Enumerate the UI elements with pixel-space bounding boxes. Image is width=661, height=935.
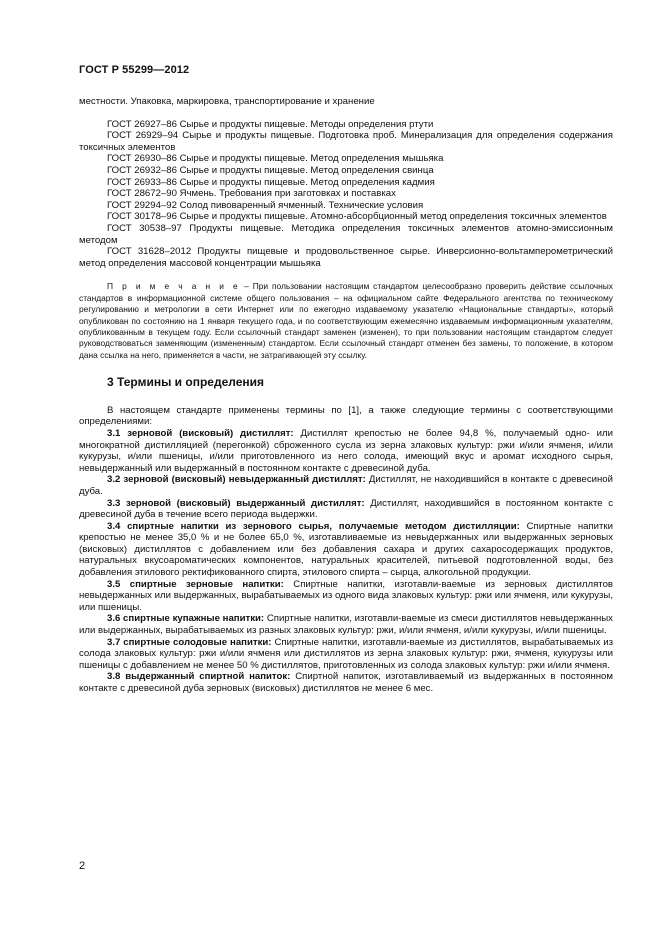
term-definition: Спиртной напиток, изготавливаемый из выдержанных в постоянном контакте с древесиной дуба зерновых (висковых) дистиллятов не менее 6 мес. [79, 671, 613, 694]
note-text: – При пользовании настоящим стандартом целесообразно проверить действие ссылочных стандартов в информационной системе общего пользования – на официальном сайте Федерального агентства по техническому регулированию и метрологии в сети Интернет или по ежегодно издаваемому указателю «Национальные стандарты», который опубликован по состоянию на 1 января текущего года, и по соответствующим ежемесячно издаваемым информационным указателям, опубликованным в текущем году. Если ссылочный стандарт заменен (изменен), то при пользовании настоящим стандартом следует руководствоваться заменяющим (измененным) стандартом. Если ссылочный стандарт отменен без замены, то положение, в котором дана ссылка на него, применяется в части, не затрагивающей эту ссылку. [79, 281, 613, 360]
term-name: 3.3 зерновой (висковый) выдержанный дистиллят: [107, 497, 365, 509]
terms-list [79, 428, 613, 695]
term-definition: Спиртные напитки, изготавли-ваемые из дистиллятов, вырабатываемых из солода злаковых культур: ржи и/или ячменя или дистиллятов из зерна злаковых культур: ржи, ячменя, кукурузы или пшеницы с добавлением не менее 50 % дистиллятов, приготовленных из солода злаковых культур: ржи и/или ячменя. [79, 636, 613, 671]
term-item [79, 579, 613, 614]
term-item [79, 671, 613, 694]
page-header-doc-id: ГОСТ Р 55299—2012 [79, 64, 190, 76]
term-item [79, 521, 613, 579]
ref-item: ГОСТ 26932–86 Сырье и продукты пищевые. Метод определения свинца [107, 164, 434, 176]
term-definition: Спиртные напитки, изготавли-ваемые из смеси дистиллятов невыдержанных или выдержанных, вырабатываемых из разных злаковых культур: ржи, и/или ячменя, и/или кукурузы, и/или пшеницы. [79, 613, 613, 637]
term-name: 3.8 выдержанный спиртной напиток: [107, 671, 291, 683]
term-definition: Дистиллят, не находившийся в контакте с древесиной дуба. [79, 474, 613, 497]
term-name: 3.2 зерновой (висковый) невыдержанный дистиллят: [107, 474, 366, 486]
term-item [79, 637, 613, 672]
ref-item: ГОСТ 28672–90 Ячмень. Требования при заготовках и поставках [107, 188, 396, 200]
term-item [79, 613, 613, 636]
term-definition: Спиртные напитки крепостью не менее 35,0 % и не более 65,0 %, изготавливаемые из невыдержанных или выдержанных зерновых (висковых) дистиллятов с добавлением или без добавления сахара и других сахаросодержащих продуктов, натуральных вкусоароматических компонентов, натуральных красителей, питьевой подготовленной воды, без добавления этилового ректификованного спирта, этилового спирта – сырца, алкогольной продукции. [79, 520, 613, 579]
term-name: 3.4 спиртные напитки из зернового сырья, получаемые методом дистилляции: [107, 520, 520, 532]
ref-item: ГОСТ 26929–94 Сырье и продукты пищевые. Подготовка проб. Минерализация для определения содержания токсичных элементов [79, 130, 613, 153]
ref-item: ГОСТ 30538–97 Продукты пищевые. Методика определения токсичных элементов атомно-эмиссионным методом [79, 222, 613, 246]
term-name: 3.7 спиртные солодовые напитки: [107, 636, 272, 648]
section-title: 3 Термины и определения [107, 375, 265, 390]
term-name: 3.1 зерновой (висковый) дистиллят: [107, 427, 294, 439]
ref-item: ГОСТ 30178–96 Сырье и продукты пищевые. Атомно-абсорбционный метод определения токсичных элементов [107, 211, 607, 223]
ref-item: ГОСТ 31628–2012 Продукты пищевые и продовольственное сырье. Инверсионно-вольтамперометрический метод определения массовой концентрации мышьяка [79, 246, 613, 269]
term-item [79, 428, 613, 474]
term-name: 3.5 спиртные зерновые напитки: [107, 578, 284, 590]
ref-item: ГОСТ 29294–92 Солод пивоваренный ячменный. Технические условия [107, 199, 424, 211]
normative-references-list [79, 119, 613, 270]
term-item [79, 498, 613, 521]
page-number: 2 [79, 860, 86, 872]
ref-item: ГОСТ 26927–86 Сырье и продукты пищевые. Методы определения ртути [107, 118, 434, 130]
note-label: П р и м е ч а н и е [107, 281, 241, 292]
term-definition: Дистиллят крепостью не более 94,8 %, получаемый одно- или многократной дистилляцией (перегонкой) сброженного сусла из зерна злаковых культур: ржи и/или ячменя, и/или кукурузы, и/или пшеницы, и/или приготовленного из него солода, имеющий вкус и аромат исходного сырья, невыдержанный или выдержанный в постоянном контакте с древесиной дуба. [79, 427, 613, 474]
note-paragraph [79, 281, 613, 361]
ref-item: ГОСТ 26933–86 Сырье и продукты пищевые. Метод определения кадмия [107, 176, 435, 188]
term-name: 3.6 спиртные купажные напитки: [107, 613, 265, 625]
term-definition: Дистиллят, находившийся в постоянном контакте с древесиной дуба в течение всего периода выдержки. [79, 497, 613, 521]
document-body [79, 96, 613, 695]
section-intro: В настоящем стандарте применены термины по [1], а также следующие термины с соответствующими определениями: [79, 404, 613, 428]
ref-item: ГОСТ 26930–86 Сырье и продукты пищевые. Метод определения мышьяка [107, 153, 444, 165]
continuation-text: местности. Упаковка, маркировка, транспортирование и хранение [79, 96, 375, 107]
term-item [79, 474, 613, 497]
term-definition: Спиртные напитки, изготавли-ваемые из зерновых дистиллятов невыдержанных или выдержанных, вырабатываемых из одного вида злаковых культур: ржи или ячменя, или кукурузы, или пшеницы. [79, 578, 613, 613]
